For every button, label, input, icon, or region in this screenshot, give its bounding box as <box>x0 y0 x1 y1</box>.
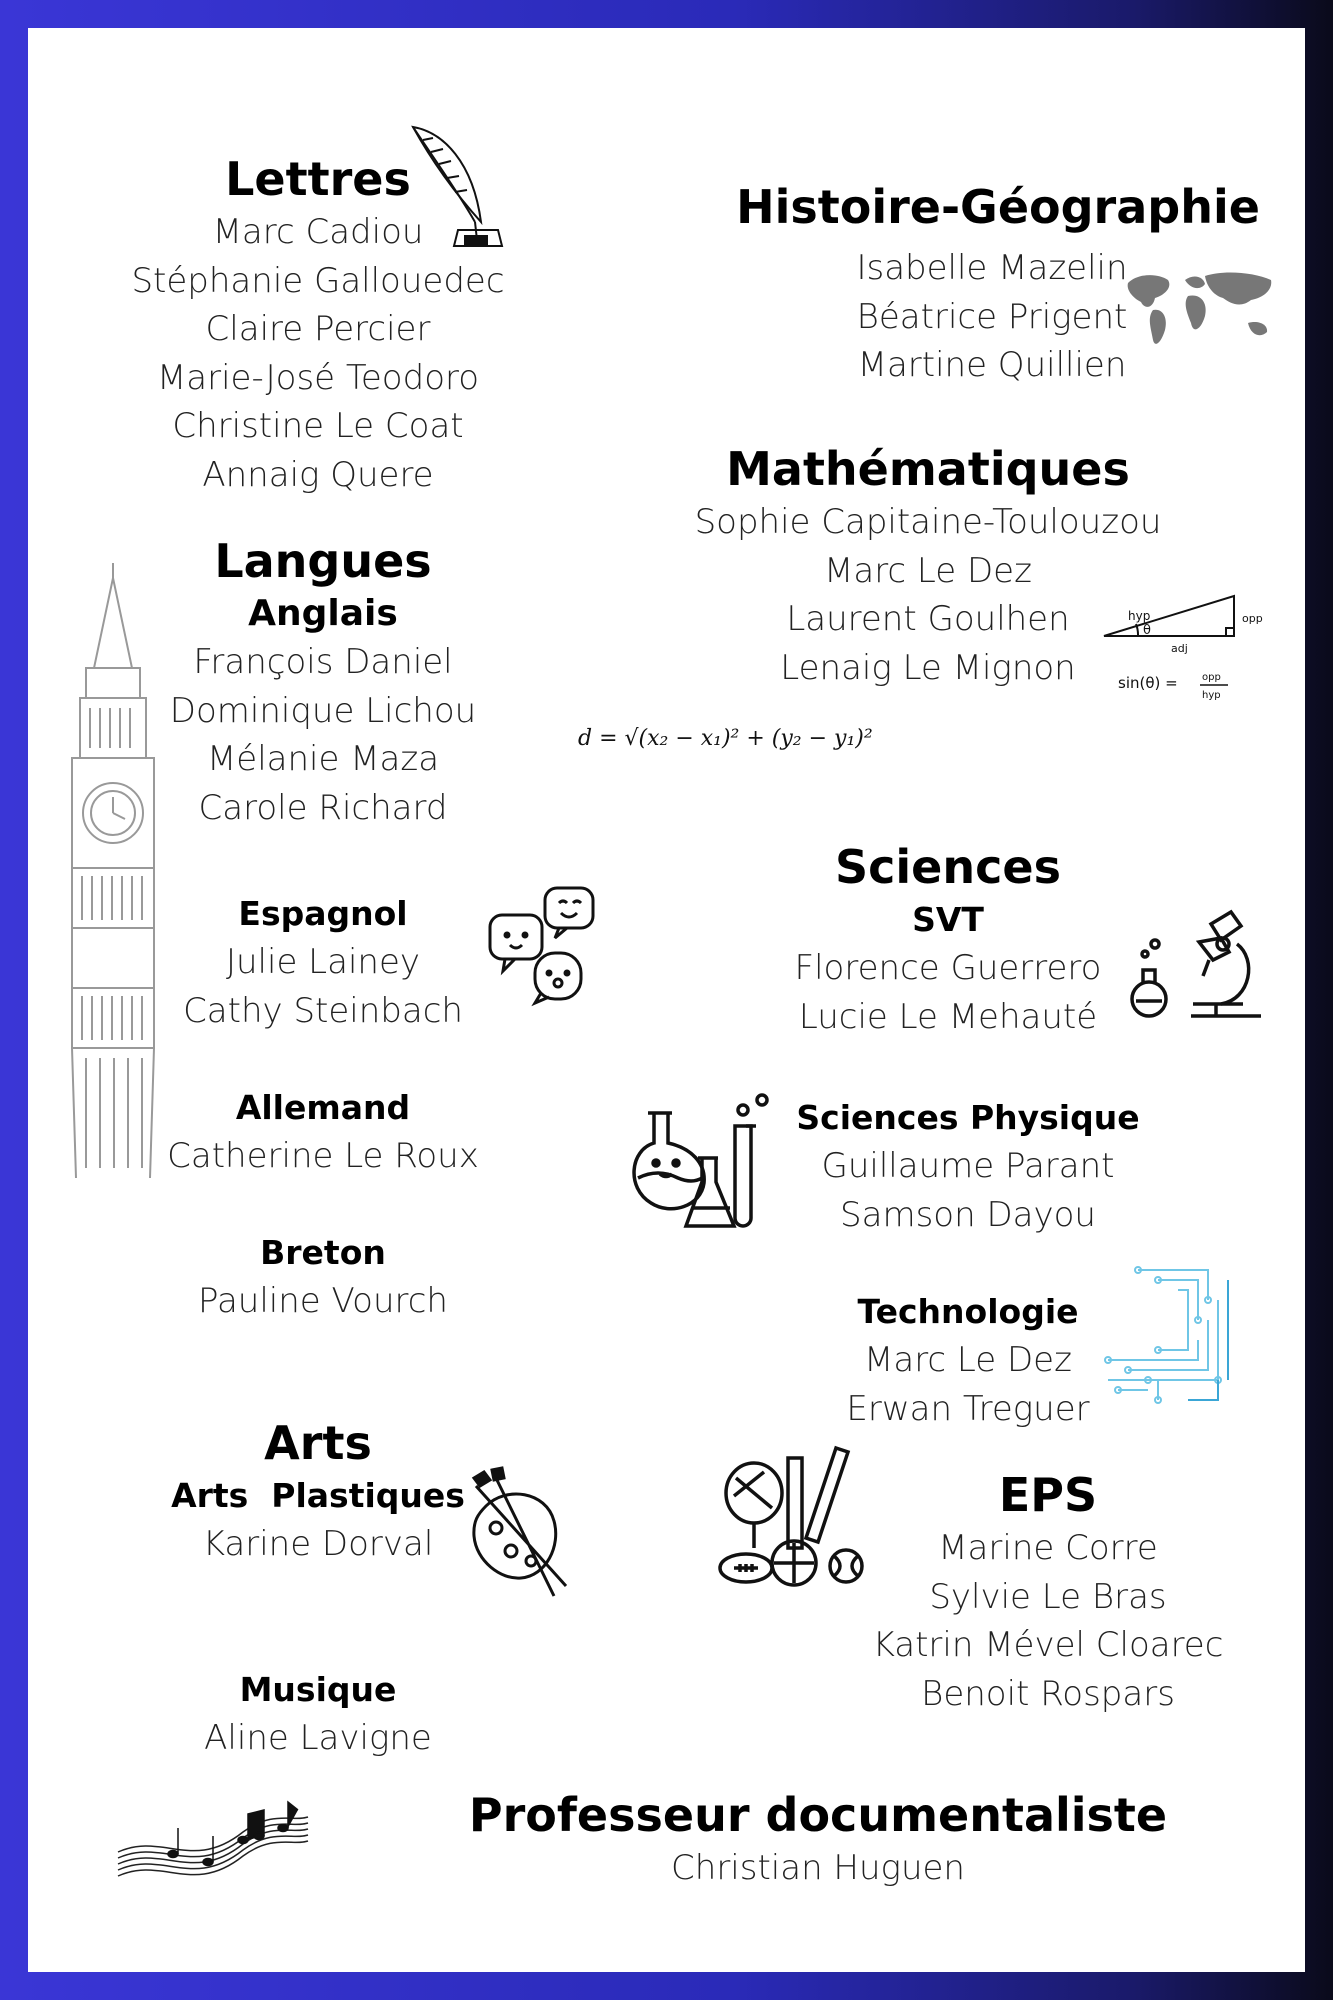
section-eps <box>838 1466 1258 1718</box>
paint-palette-icon <box>466 1466 578 1598</box>
section-title: Professeur documentaliste <box>468 1788 1168 1842</box>
section-arts <box>128 1414 508 1569</box>
section-title: Langues <box>214 534 432 588</box>
teacher-name: Laurent Goulhen <box>786 599 1070 639</box>
subsection-title: Technologie <box>857 1292 1079 1331</box>
teacher-name: Catherine Le Roux <box>167 1136 479 1176</box>
teacher-name: Samson Dayou <box>840 1194 1096 1235</box>
subsection-title-anglais: Anglais <box>248 593 398 634</box>
speech-bubbles-icon <box>485 883 600 1008</box>
section-sciences <box>718 838 1178 1041</box>
teacher-name: Benoit Rospars <box>921 1673 1175 1714</box>
subsection-title-svt: SVT <box>912 900 984 939</box>
section-title: EPS <box>998 1468 1098 1522</box>
distance-formula: d = √(x₂ − x₁)² + (y₂ − y₁)² <box>578 726 873 751</box>
section-title: Histoire-Géographie <box>736 180 1260 234</box>
trig-theta-label: θ <box>1143 623 1151 638</box>
world-map-icon <box>1123 268 1278 353</box>
teacher-name: Annaig Quere <box>202 454 434 495</box>
teacher-name: Julie Lainey <box>225 942 420 982</box>
teacher-name: Pauline Vourch <box>198 1281 448 1321</box>
teacher-name: Isabelle Mazelin <box>856 248 1128 288</box>
subsection-title: Breton <box>260 1233 386 1272</box>
teacher-name: Katrin Mével Cloarec <box>872 1625 1224 1665</box>
teacher-name: Sophie Capitaine-Toulouzou <box>694 502 1162 542</box>
section-title: Mathématiques <box>726 442 1130 496</box>
trig-adj-label: adj <box>1171 642 1188 655</box>
subsection-musique <box>128 1666 508 1763</box>
teacher-name: Lenaig Le Mignon <box>780 647 1076 688</box>
teacher-name: Sylvie Le Bras <box>929 1576 1167 1617</box>
teacher-name: Florence Guerrero <box>794 948 1102 988</box>
subsection-title: Allemand <box>235 1088 411 1127</box>
subsection-title-arts-plastiques: Arts Plastiques <box>171 1476 465 1515</box>
teacher-name: Claire Percier <box>205 309 431 349</box>
quill-pen-icon <box>403 122 513 254</box>
subsection-title: Musique <box>239 1670 397 1709</box>
subsection-sciences-physique <box>748 1094 1188 1239</box>
teacher-name: Martine Quillien <box>857 345 1127 385</box>
teacher-name: Aline Lavigne <box>204 1718 432 1758</box>
page-card <box>28 28 1305 1972</box>
teacher-name: Marie-José Teodoro <box>156 357 480 398</box>
trigonometry-triangle-icon <box>1096 568 1276 743</box>
teacher-name: Cathy Steinbach <box>183 990 463 1031</box>
circuit-board-icon <box>1098 1260 1238 1420</box>
subsection-breton <box>93 1229 553 1326</box>
teacher-name: Stéphanie Gallouedec <box>131 260 505 301</box>
big-ben-icon <box>56 558 171 1188</box>
trig-hyp-label: hyp <box>1128 609 1151 623</box>
teacher-name: Lucie Le Mehauté <box>798 996 1098 1037</box>
teacher-name: Marc Le Dez <box>864 1340 1072 1380</box>
microscope-flask-icon <box>1121 904 1266 1029</box>
trig-sin-label: sin(θ) = <box>1118 674 1178 692</box>
teacher-name: Guillaume Parant <box>821 1146 1115 1186</box>
subsection-title: Espagnol <box>238 894 408 933</box>
music-notes-icon <box>113 1792 313 1892</box>
trig-den-label: hyp <box>1202 690 1221 701</box>
section-histoire-geographie <box>698 178 1298 236</box>
teacher-name: Erwan Treguer <box>846 1388 1090 1429</box>
teacher-name: Marc Le Dez <box>824 550 1032 591</box>
teacher-name: François Daniel <box>193 642 453 682</box>
section-title: Lettres <box>225 152 411 206</box>
teacher-name: Carole Richard <box>198 787 448 828</box>
teacher-name: Béatrice Prigent <box>856 296 1128 337</box>
section-documentaliste <box>468 1786 1168 1893</box>
teacher-name: Christian Huguen <box>671 1848 965 1888</box>
section-title: Arts <box>264 1416 372 1470</box>
teacher-name: Marine Corre <box>938 1528 1158 1568</box>
teacher-name: Christine Le Coat <box>172 406 464 446</box>
teacher-name: Dominique Lichou <box>169 690 477 731</box>
teacher-name: Karine Dorval <box>202 1524 434 1564</box>
trig-opp-label: opp <box>1242 612 1263 625</box>
subsection-title: Sciences Physique <box>796 1098 1140 1137</box>
section-title: Sciences <box>835 840 1061 894</box>
teacher-name: Mélanie Maza <box>206 739 440 779</box>
teacher-name: Marc Cadiou <box>212 212 424 252</box>
trig-num-label: opp <box>1202 672 1221 683</box>
